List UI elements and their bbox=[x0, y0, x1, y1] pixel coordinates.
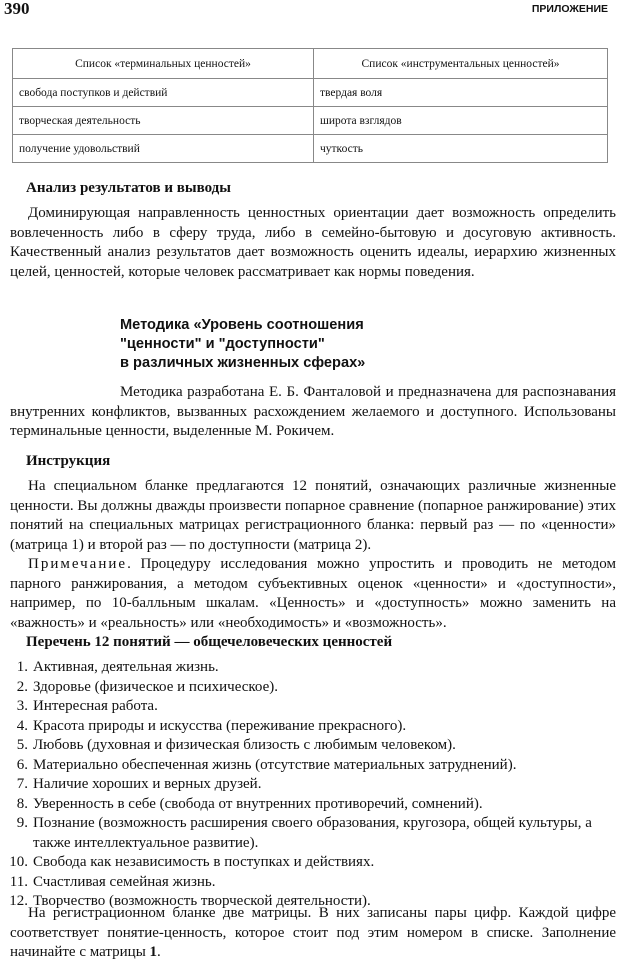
list-item-number: 11. bbox=[9, 873, 28, 890]
analysis-paragraph: Доминирующая направленность ценностных ориентации дает возможность определить вовлеченность либо в сферу труда, либо в семейно-бытовую и досуговую активность. Качественный анализ результатов дает возможность оценить идеалы, иерархию жизненных целей, ценностей, которые человек рассматривает как нормы поведения. bbox=[10, 205, 616, 280]
list-item-number: 4. bbox=[16, 717, 28, 734]
table-cell: широта взглядов bbox=[314, 107, 608, 135]
note-label: Примечание bbox=[28, 556, 128, 572]
analysis-heading: Анализ результатов и выводы bbox=[26, 180, 231, 196]
section-title: ПРИЛОЖЕНИЕ bbox=[531, 3, 608, 15]
list-item bbox=[0, 853, 616, 873]
list-item-number: 6. bbox=[16, 756, 28, 773]
list-item-number: 9. bbox=[16, 815, 28, 831]
values-list bbox=[0, 658, 616, 912]
footer-paragraph bbox=[10, 904, 616, 963]
method-title-line: в различных жизненных сферах» bbox=[120, 355, 366, 371]
list-item-number: 8. bbox=[16, 795, 28, 812]
note-paragraph bbox=[10, 555, 616, 633]
table-cell: творческая деятельность bbox=[13, 107, 314, 135]
list-item-text: Счастливая семейная жизнь. bbox=[33, 873, 216, 890]
list-item-text: Наличие хороших и верных друзей. bbox=[33, 776, 262, 792]
list-item-text: Здоровье (физическое и психическое). bbox=[33, 678, 279, 695]
list-item-text: Любовь (духовная и физическая близость с любимым человеком). bbox=[33, 737, 456, 753]
instruction-heading: Инструкция bbox=[26, 453, 111, 469]
list-item bbox=[0, 795, 616, 815]
table-cell: получение удовольствий bbox=[13, 135, 314, 163]
list-item-number: 1. bbox=[16, 659, 28, 675]
list-item bbox=[0, 756, 616, 776]
table-row bbox=[13, 79, 608, 107]
list-item-text: Материально обеспеченная жизнь (отсутствие материальных затруднений). bbox=[33, 756, 517, 773]
list-item bbox=[0, 678, 616, 698]
table-header-instrumental: Список «инструментальных ценностей» bbox=[314, 49, 608, 79]
list-item-text: Красота природы и искусства (переживание прекрасного). bbox=[33, 717, 407, 734]
list-item-number: 10. bbox=[9, 854, 28, 870]
list-item bbox=[0, 717, 616, 737]
matrix-number: 1 bbox=[149, 944, 158, 961]
list-item-number: 3. bbox=[16, 698, 28, 714]
list-item-number: 2. bbox=[16, 678, 28, 695]
list-item-number: 7. bbox=[16, 776, 28, 792]
list-heading: Перечень 12 понятий — общечеловеческих ценностей bbox=[26, 634, 393, 650]
instruction-paragraph: На специальном бланке предлагаются 12 понятий, означающих различные жизненные ценности. Вы должны дважды произвести попарное сравнение (попарное ранжирование) этих понятий на специальных матрицах регистрационного бланка: первый раз — по «ценности» (матрица 1) и второй раз — по доступности (матрица 2). bbox=[10, 478, 616, 553]
list-item-text: Творчество (возможность творческой деятельности). bbox=[33, 893, 371, 909]
list-item-number: 5. bbox=[16, 737, 28, 753]
values-table bbox=[12, 48, 608, 163]
page-number: 390 bbox=[4, 0, 30, 18]
method-intro-paragraph: Методика разработана Е. Б. Фанталовой и предназначена для распознавания внутренних конфликтов, вызванных расхождением желаемого и доступного. Использованы терминальные ценности, выделенные М. Рокичем. bbox=[10, 384, 616, 440]
list-item bbox=[0, 775, 616, 795]
list-item bbox=[0, 814, 616, 853]
list-item-number: 12. bbox=[9, 893, 28, 909]
method-title bbox=[120, 316, 520, 373]
method-title-line: "ценности" и "доступности" bbox=[120, 336, 325, 352]
list-item-text: Интересная работа. bbox=[33, 698, 158, 714]
list-item bbox=[0, 697, 616, 717]
table-header-terminal: Список «терминальных ценностей» bbox=[13, 49, 314, 79]
footer-end: . bbox=[157, 944, 161, 961]
footer-text: На регистрационном бланке две матрицы. В них записаны пары цифр. Каждой цифре соответствует понятие-ценность, которое стоит под этим номером в списке. Заполнение начинайте с матрицы bbox=[10, 905, 616, 961]
list-item-text: Активная, деятельная жизнь. bbox=[33, 659, 219, 675]
note-text: . Процедуру исследования можно упростить и проводить не методом парного ранжирования, а методом субъективных оценок «ценности» и «доступности», например, по 10-балльным шкалам. «Ценность» и «доступность» можно заменить на «важность» и «реальность» или «необходимость» и «возможность». bbox=[10, 556, 616, 631]
list-item-text: Познание (возможность расширения своего образования, кругозора, общей культуры, а также интеллектуальное развитие). bbox=[33, 815, 592, 851]
method-title-line: Методика «Уровень соотношения bbox=[120, 317, 364, 333]
list-item bbox=[0, 736, 616, 756]
table-cell: свобода поступков и действий bbox=[13, 79, 314, 107]
table-cell: чуткость bbox=[314, 135, 608, 163]
list-item-text: Свобода как независимость в поступках и действиях. bbox=[33, 854, 375, 870]
list-item-text: Уверенность в себе (свобода от внутренних противоречий, сомнений). bbox=[33, 795, 483, 812]
table-row bbox=[13, 135, 608, 163]
table-cell: твердая воля bbox=[314, 79, 608, 107]
table-header-row bbox=[13, 49, 608, 79]
list-item bbox=[0, 873, 616, 893]
page-header bbox=[0, 0, 620, 20]
list-item bbox=[0, 658, 616, 678]
table-row bbox=[13, 107, 608, 135]
